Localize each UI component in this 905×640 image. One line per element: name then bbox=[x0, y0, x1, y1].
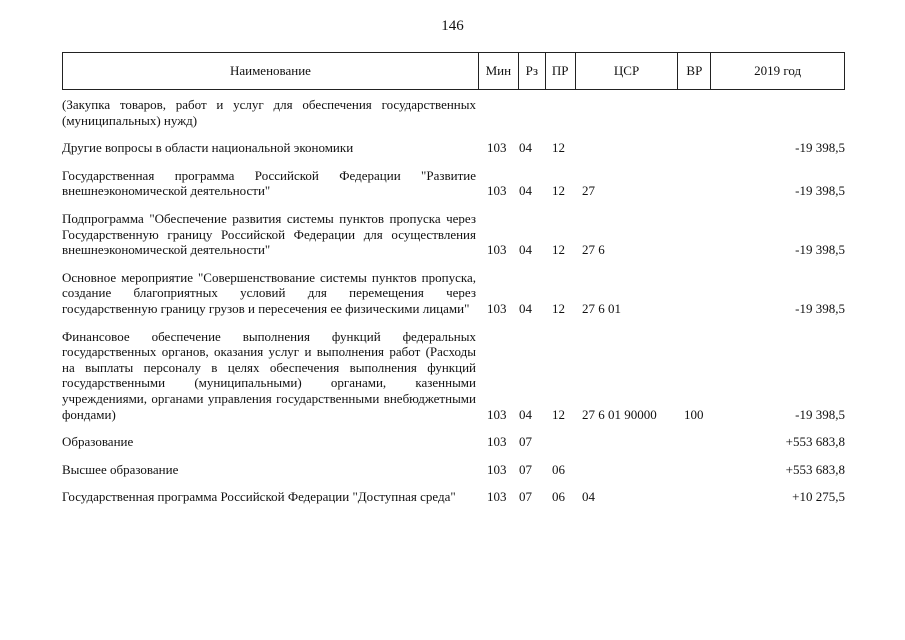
row-csr: 04 bbox=[582, 489, 595, 505]
table-row bbox=[62, 168, 845, 199]
row-amount: -19 398,5 bbox=[795, 183, 845, 199]
header-pr: ПР bbox=[546, 53, 576, 89]
row-csr: 27 6 01 90000 bbox=[582, 406, 657, 422]
table-header bbox=[62, 52, 845, 90]
header-vr: ВР bbox=[678, 53, 711, 89]
row-amount: -19 398,5 bbox=[795, 406, 845, 422]
row-pr: 12 bbox=[552, 242, 565, 258]
row-min: 103 bbox=[487, 434, 507, 450]
row-rz: 07 bbox=[519, 434, 532, 450]
row-pr: 12 bbox=[552, 406, 565, 422]
row-rz: 04 bbox=[519, 406, 532, 422]
row-pr: 12 bbox=[552, 140, 565, 156]
page-number: 146 bbox=[441, 18, 464, 34]
row-vr: 100 bbox=[684, 406, 704, 422]
row-name: Высшее образование bbox=[62, 461, 179, 477]
table-row bbox=[62, 434, 845, 450]
row-rz: 04 bbox=[519, 183, 532, 199]
row-pr: 06 bbox=[552, 461, 565, 477]
row-name: Другие вопросы в области национальной экономики bbox=[62, 140, 354, 156]
header-min: Мин bbox=[479, 53, 519, 89]
row-name: Образование bbox=[62, 434, 134, 450]
header-year: 2019 год bbox=[754, 63, 802, 78]
table-row bbox=[62, 97, 845, 128]
row-rz: 04 bbox=[519, 140, 532, 156]
table-row bbox=[62, 462, 845, 478]
row-min: 103 bbox=[487, 183, 507, 199]
row-name: Государственная программа Российской Федерации "Доступная среда" bbox=[62, 489, 456, 505]
row-amount: -19 398,5 bbox=[795, 140, 845, 156]
row-min: 103 bbox=[487, 406, 507, 422]
table-row bbox=[62, 270, 845, 317]
row-name: Основное мероприятие "Совершенствование системы пунктов пропуска, создание благоприятных условий для перемещения через государственную границу грузов и пересечения ее физическими лицами" bbox=[62, 269, 476, 316]
row-amount: +553 683,8 bbox=[785, 461, 845, 477]
row-name: Финансовое обеспечение выполнения функций федеральных государственных органов, оказания услуг и выполнения работ (Расходы на выплаты персоналу в целях обеспечения выполнения функций государственными (муниципальными) органами, казенными учреждениями, органами управления государственными внебюджетными фондами) bbox=[62, 328, 476, 422]
row-pr: 12 bbox=[552, 300, 565, 316]
table-body bbox=[62, 97, 845, 517]
row-amount: -19 398,5 bbox=[795, 300, 845, 316]
table-row bbox=[62, 329, 845, 423]
row-csr: 27 bbox=[582, 183, 595, 199]
header-csr: ЦСР bbox=[576, 53, 679, 89]
row-amount: -19 398,5 bbox=[795, 242, 845, 258]
row-csr: 27 6 01 bbox=[582, 300, 621, 316]
row-name: Государственная программа Российской Федерации "Развитие внешнеэкономической деятельности" bbox=[62, 167, 476, 199]
row-csr: 27 6 bbox=[582, 242, 605, 258]
row-min: 103 bbox=[487, 242, 507, 258]
row-rz: 07 bbox=[519, 461, 532, 477]
row-amount: +553 683,8 bbox=[785, 434, 845, 450]
table-row bbox=[62, 211, 845, 258]
row-amount: +10 275,5 bbox=[792, 489, 845, 505]
row-min: 103 bbox=[487, 461, 507, 477]
row-pr: 12 bbox=[552, 183, 565, 199]
table-row bbox=[62, 140, 845, 156]
row-min: 103 bbox=[487, 300, 507, 316]
row-min: 103 bbox=[487, 140, 507, 156]
row-min: 103 bbox=[487, 489, 507, 505]
row-rz: 04 bbox=[519, 242, 532, 258]
row-rz: 04 bbox=[519, 300, 532, 316]
row-name: (Закупка товаров, работ и услуг для обеспечения государственных (муниципальных) нужд) bbox=[62, 97, 476, 128]
header-rz: Рз bbox=[519, 53, 546, 89]
row-name: Подпрограмма "Обеспечение развития системы пунктов пропуска через Государственную границу Российской Федерации для осуществления внешнеэкономической деятельности" bbox=[62, 210, 476, 258]
table-row bbox=[62, 489, 845, 505]
row-rz: 07 bbox=[519, 489, 532, 505]
header-name: Наименование bbox=[63, 53, 479, 89]
row-pr: 06 bbox=[552, 489, 565, 505]
